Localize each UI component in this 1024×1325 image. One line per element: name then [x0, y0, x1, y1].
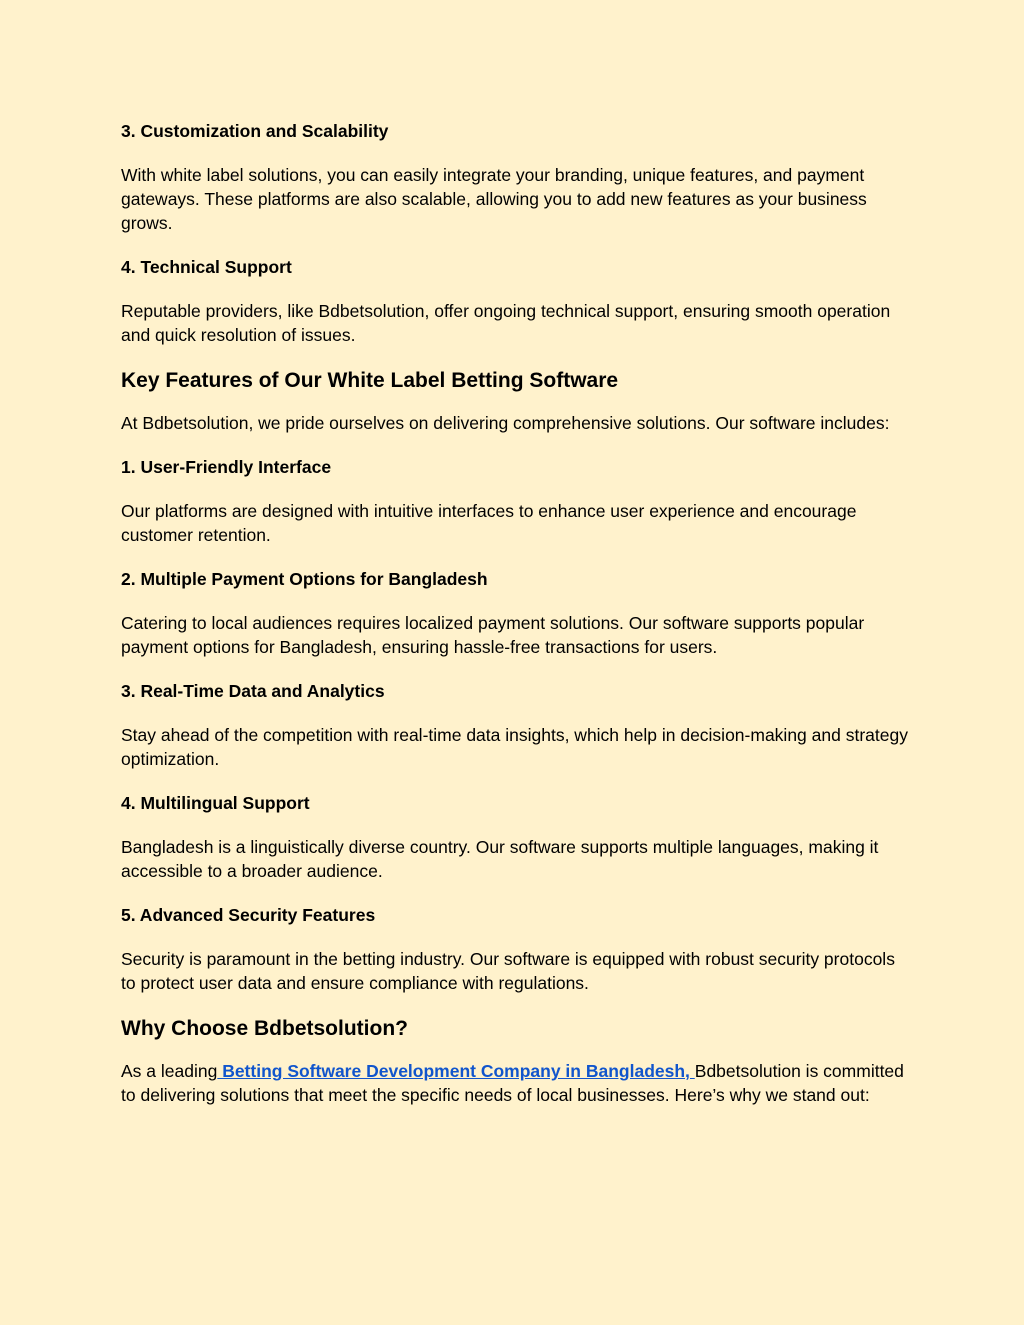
feature-heading-multilingual: 4. Multilingual Support [121, 793, 310, 813]
why-choose-text-after: Bdbetsolution is committed to delivering solutions that meet the specific needs of local businesses. Here’s why we stand out: [121, 1061, 904, 1105]
feature-body-real-time-data: Stay ahead of the competition with real-time data insights, which help in decision-making and strategy optimization. [121, 725, 908, 769]
customization-heading: 3. Customization and Scalability [121, 121, 389, 141]
technical-support-body: Reputable providers, like Bdbetsolution, offer ongoing technical support, ensuring smooth operation and quick resolution of issues. [121, 301, 891, 345]
technical-support-heading: 4. Technical Support [121, 257, 292, 277]
document-content [121, 119, 911, 1127]
key-features-heading: Key Features of Our White Label Betting Software [121, 369, 619, 392]
feature-body-payment-options: Catering to local audiences requires localized payment solutions. Our software supports popular payment options for Bangladesh, ensuring hassle-free transactions for users. [121, 613, 865, 657]
feature-heading-payment-options: 2. Multiple Payment Options for Bangladesh [121, 569, 488, 589]
feature-body-user-friendly: Our platforms are designed with intuitive interfaces to enhance user experience and encourage customer retention. [121, 501, 857, 545]
why-choose-body [121, 1059, 911, 1107]
why-choose-heading: Why Choose Bdbetsolution? [121, 1017, 408, 1040]
feature-heading-user-friendly: 1. User-Friendly Interface [121, 457, 332, 477]
feature-body-multilingual: Bangladesh is a linguistically diverse country. Our software supports multiple languages, making it accessible to a broader audience. [121, 837, 879, 881]
customization-body: With white label solutions, you can easily integrate your branding, unique features, and payment gateways. These platforms are also scalable, allowing you to add new features as your business grows. [121, 165, 867, 233]
feature-body-security: Security is paramount in the betting industry. Our software is equipped with robust security protocols to protect user data and ensure compliance with regulations. [121, 949, 895, 993]
why-choose-text-before: As a leading [121, 1061, 218, 1081]
feature-heading-security: 5. Advanced Security Features [121, 905, 376, 925]
feature-heading-real-time-data: 3. Real-Time Data and Analytics [121, 681, 385, 701]
key-features-intro: At Bdbetsolution, we pride ourselves on delivering comprehensive solutions. Our software includes: [121, 413, 890, 433]
company-link[interactable]: Betting Software Development Company in Bangladesh, [217, 1061, 695, 1081]
